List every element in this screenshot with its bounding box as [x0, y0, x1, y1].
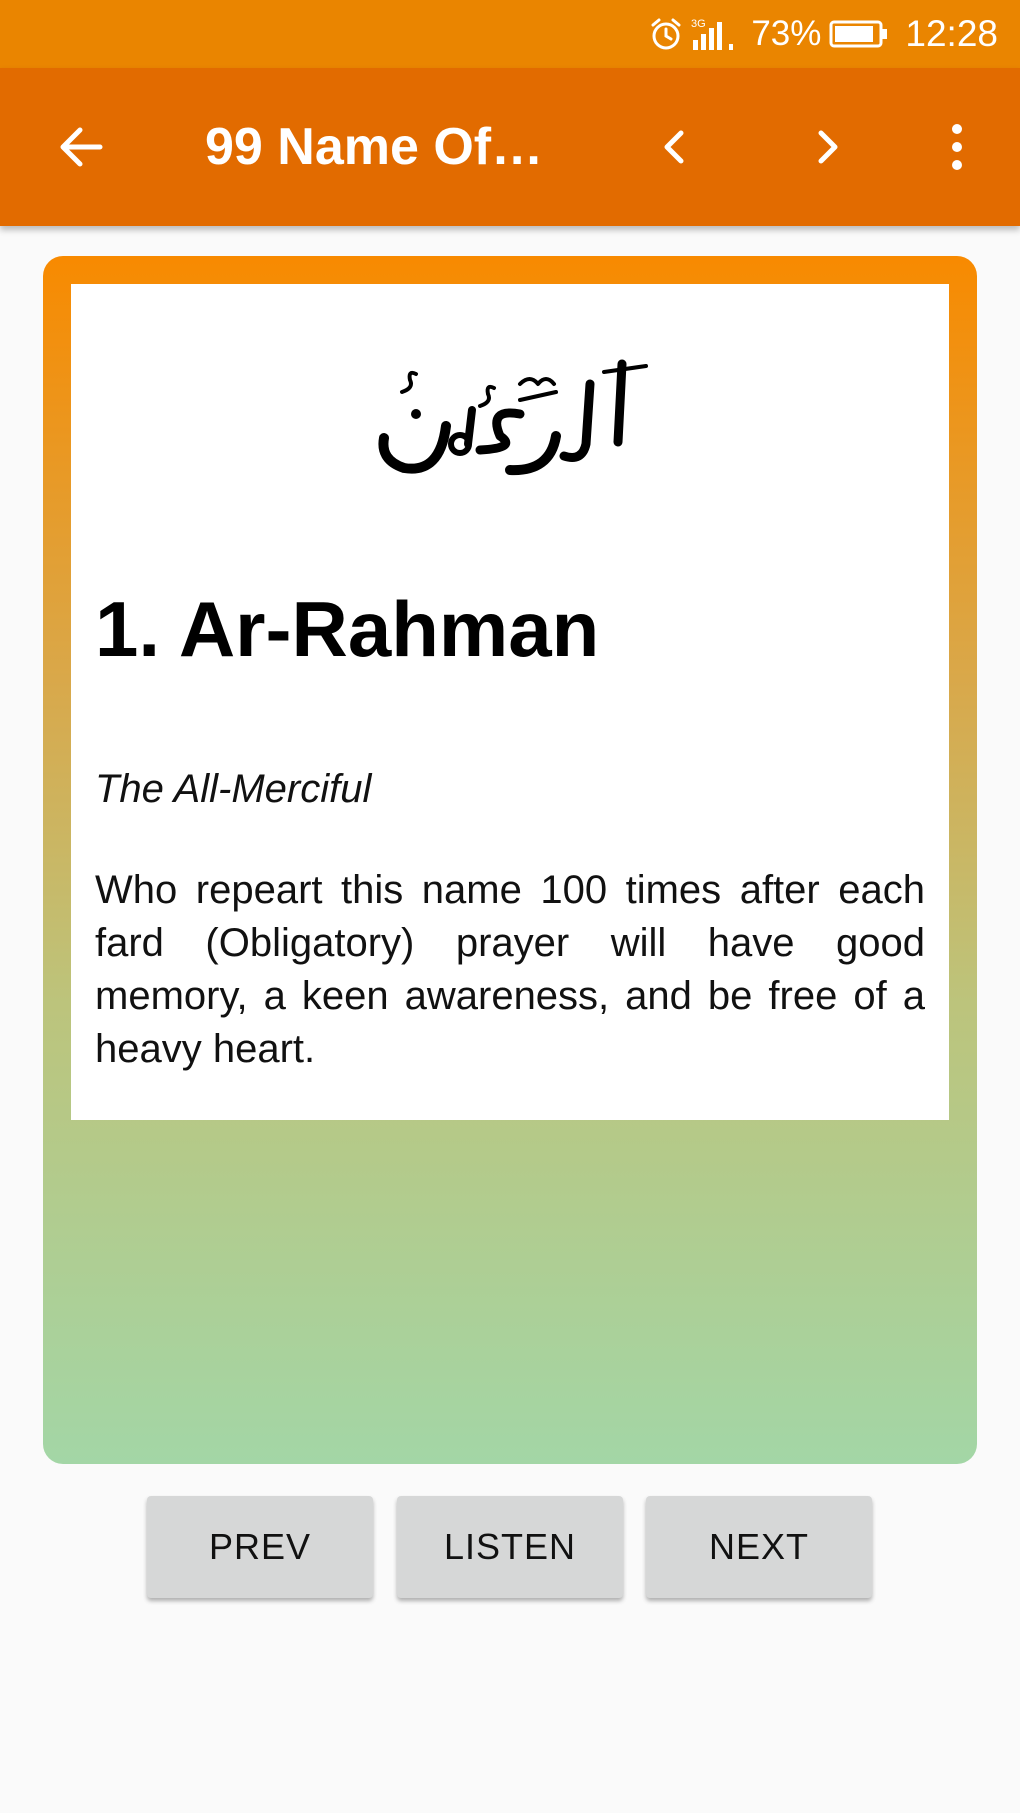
battery-percent: 73%: [751, 14, 822, 53]
arabic-calligraphy: [71, 344, 949, 494]
overflow-menu-button[interactable]: [922, 112, 992, 182]
next-button[interactable]: NEXT: [646, 1496, 872, 1598]
status-bar: [0, 0, 1020, 68]
arabic-name-text: ٱلرَّحْمَٰنُ: [508, 490, 512, 491]
previous-name-button[interactable]: [640, 112, 710, 182]
overflow-menu-icon: [947, 122, 967, 172]
chevron-right-icon: [809, 127, 845, 167]
arabic-calligraphy-image: [360, 344, 660, 494]
app-bar: [0, 68, 1020, 226]
status-time: 12:28: [905, 13, 998, 54]
page-title: 99 Name Of…: [205, 118, 544, 176]
name-description: Who repeart this name 100 times after each fard (Obligatory) prayer will have good memory, a keen awareness, and be free of a heavy heart.: [95, 868, 925, 1071]
network-type-label: 3G: [691, 18, 707, 30]
alarm-icon: [649, 17, 683, 51]
listen-button[interactable]: LISTEN: [397, 1496, 623, 1598]
name-title: 1. Ar-Rahman: [95, 585, 600, 673]
prev-button[interactable]: PREV: [147, 1496, 373, 1598]
name-card-content: [71, 284, 949, 1120]
back-button[interactable]: [46, 112, 116, 182]
back-arrow-icon: [56, 122, 106, 172]
signal-icon: [691, 16, 741, 52]
chevron-left-icon: [657, 127, 693, 167]
next-name-button[interactable]: [792, 112, 862, 182]
name-meaning: The All-Merciful: [95, 767, 372, 811]
name-card: [43, 256, 977, 1464]
battery-icon: [829, 19, 889, 49]
